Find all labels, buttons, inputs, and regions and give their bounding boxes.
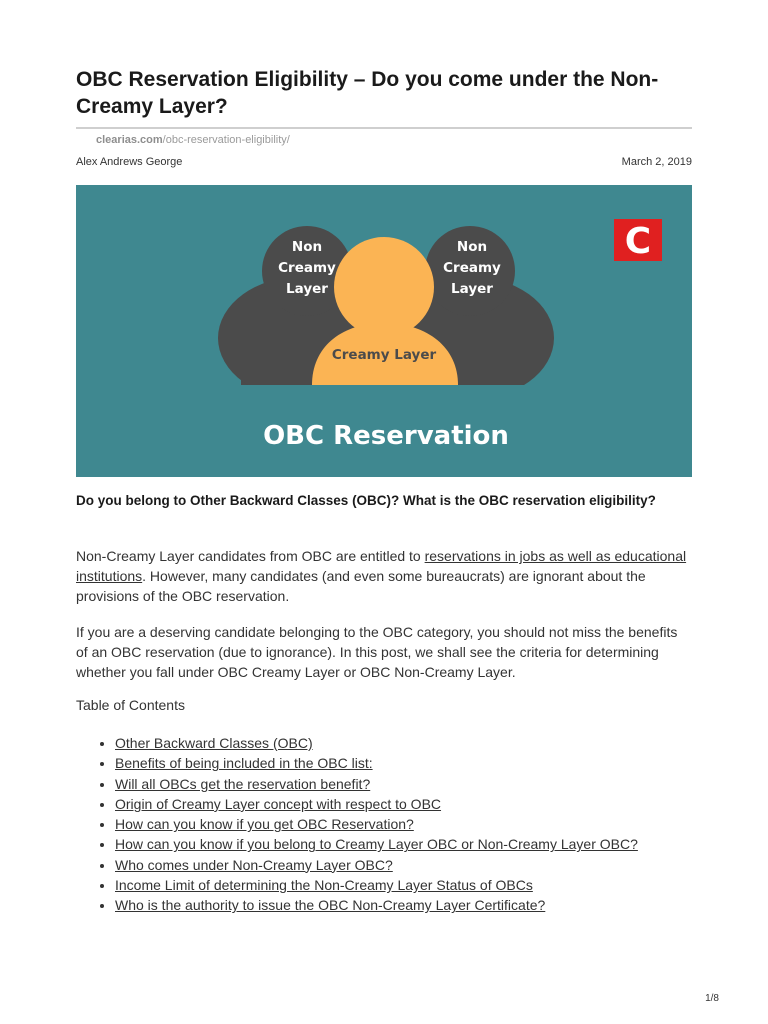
author-name: Alex Andrews George xyxy=(76,156,183,168)
source-path: /obc-reservation-eligibility/ xyxy=(162,134,290,146)
paragraph-1-start: Non-Creamy Layer candidates from OBC are entitled to xyxy=(76,548,425,564)
source-domain: clearias.com xyxy=(96,134,163,146)
center-label: Creamy Layer xyxy=(331,347,437,363)
toc-link-know-reservation[interactable]: How can you know if you get OBC Reservation? xyxy=(115,816,414,833)
hero-caption: OBC Reservation xyxy=(263,421,509,451)
toc-link-obc[interactable]: Other Backward Classes (OBC) xyxy=(115,735,313,751)
toc-item xyxy=(115,895,731,915)
paragraph-1-end: . However, many candidates (and even some bureaucrats) are ignorant about the provisions of the OBC reservation. xyxy=(76,568,646,604)
toc-item xyxy=(115,814,731,834)
toc-heading: Table of Contents xyxy=(76,697,185,713)
title-divider xyxy=(76,127,692,129)
toc-link-authority[interactable]: Who is the authority to issue the OBC Non-Creamy Layer Certificate? xyxy=(115,897,546,914)
publish-date: March 2, 2019 xyxy=(621,156,692,168)
toc-link-know-layer[interactable]: How can you know if you belong to Creamy Layer OBC or Non-Creamy Layer OBC? xyxy=(115,836,638,853)
clearias-logo xyxy=(614,219,662,262)
intro-question: Do you belong to Other Backward Classes (OBC)? What is the OBC reservation eligibility? xyxy=(76,493,656,508)
paragraph-1 xyxy=(76,546,692,606)
toc-link-origin[interactable]: Origin of Creamy Layer concept with respect to OBC xyxy=(115,795,442,812)
toc-link-all-obcs[interactable]: Will all OBCs get the reservation benefit? xyxy=(115,775,371,792)
toc-link-income-limit[interactable]: Income Limit of determining the Non-Creamy Layer Status of OBCs xyxy=(115,877,533,894)
left-label-line-3: Layer xyxy=(286,281,328,297)
toc-item xyxy=(115,875,731,895)
right-label-line-3: Layer xyxy=(451,281,493,297)
paragraph-2: If you are a deserving candidate belonging to the OBC category, you should not miss the benefits of an OBC reservation (due to ignorance). In this post, we shall see the criteria for determining whether you fall under OBC Creamy Layer or OBC Non-Creamy Layer. xyxy=(76,624,678,680)
hero-image xyxy=(76,185,692,477)
logo-letter: C xyxy=(624,221,652,262)
page-number: 1/8 xyxy=(705,993,719,1004)
reservations-link[interactable]: reservations in jobs as well as educational institutions xyxy=(76,548,687,584)
left-label-line-2: Creamy xyxy=(278,260,336,276)
article-meta xyxy=(76,156,692,168)
toc-item xyxy=(115,753,731,773)
article-title: OBC Reservation Eligibility – Do you come under the Non-Creamy Layer? xyxy=(76,68,659,118)
table-of-contents xyxy=(76,733,731,916)
toc-link-benefits[interactable]: Benefits of being included in the OBC list: xyxy=(115,755,373,772)
toc-item xyxy=(115,733,731,753)
toc-link-who-comes[interactable]: Who comes under Non-Creamy Layer OBC? xyxy=(115,856,393,873)
right-label-line-2: Creamy xyxy=(443,260,501,276)
toc-item xyxy=(115,794,731,814)
toc-item xyxy=(115,855,731,875)
hero-illustration xyxy=(76,185,692,477)
left-label-line-1: Non xyxy=(291,239,323,255)
source-url[interactable] xyxy=(96,134,290,146)
toc-item xyxy=(115,774,731,794)
toc-item xyxy=(115,834,731,854)
right-label-line-1: Non xyxy=(456,239,488,255)
